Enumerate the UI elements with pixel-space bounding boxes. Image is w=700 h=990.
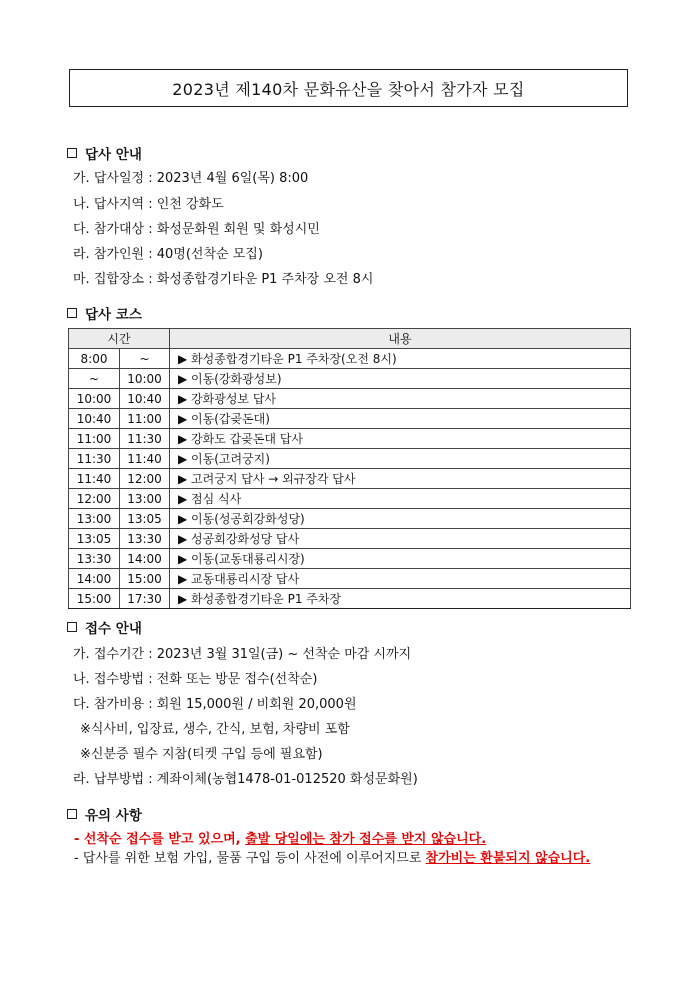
start-time: ~ [69,369,120,389]
section-heading-course [67,303,142,323]
info-value: 계좌이체(농협1478-01-012520 화성문화원) [156,772,418,787]
end-time: 13:30 [120,529,170,549]
row-content: ▶ 점심 식사 [170,489,631,509]
table-row [69,429,631,449]
table-row [69,449,631,469]
info-label: 가. 답사일정 [73,171,145,186]
start-time: 8:00 [69,349,120,369]
square-bullet-icon [67,148,77,158]
end-time: 10:40 [120,389,170,409]
row-content: ▶ 이동(갑곶돈대) [170,409,631,429]
info-row-payment: 라. 납부방법 : 계좌이체(농협1478-01-012520 화성문화원) [73,768,418,787]
table-row [69,509,631,529]
section-heading-registration [67,617,142,637]
table-row [69,469,631,489]
info-label: 다. 참가대상 [73,222,145,237]
info-value: 2023년 3월 31일(금) ~ 선착순 마감 시까지 [156,647,412,662]
end-time: 17:30 [120,589,170,609]
start-time: 13:00 [69,509,120,529]
start-time: 10:00 [69,389,120,409]
row-content: ▶ 교동대룡리시장 답사 [170,569,631,589]
end-time: 11:00 [120,409,170,429]
table-row [69,529,631,549]
column-header-content: 내용 [170,329,631,349]
info-label: 가. 접수기간 [73,647,145,662]
caution-text: - 답사를 위한 보험 가입, 물품 구입 등이 사전에 이루어지므로 [74,851,426,866]
info-label: 라. 참가인원 [73,247,145,262]
row-content: ▶ 이동(성공회강화성당) [170,509,631,529]
info-value: 인천 강화도 [156,197,224,212]
square-bullet-icon [67,308,77,318]
table-row [69,549,631,569]
table-row [69,409,631,429]
info-row-method: 나. 접수방법 : 전화 또는 방문 접수(선착순) [73,668,317,687]
caution-emphasis: 참가비는 환불되지 않습니다. [425,851,591,866]
table-row [69,489,631,509]
start-time: 13:30 [69,549,120,569]
end-time: ~ [120,349,170,369]
caution-line-2 [74,847,590,866]
fee-note-included: ※식사비, 입장료, 생수, 간식, 보험, 차량비 포함 [80,722,350,737]
info-row-region: 나. 답사지역 : 인천 강화도 [73,193,224,212]
info-row-fee: 다. 참가비용 : 회원 15,000원 / 비회원 20,000원 [73,693,357,712]
row-content: ▶ 화성종합경기타운 P1 주차장 [170,589,631,609]
course-table [68,328,631,609]
table-row [69,369,631,389]
end-time: 10:00 [120,369,170,389]
row-content: ▶ 화성종합경기타운 P1 주차장(오전 8시) [170,349,631,369]
start-time: 13:05 [69,529,120,549]
end-time: 13:00 [120,489,170,509]
end-time: 14:00 [120,549,170,569]
end-time: 15:00 [120,569,170,589]
info-value: 전화 또는 방문 접수(선착순) [156,672,318,687]
info-value: 화성종합경기타운 P1 주차장 오전 8시 [156,272,374,287]
info-row-target: 다. 참가대상 : 화성문화원 회원 및 화성시민 [73,218,320,237]
table-row [69,389,631,409]
table-header-row [69,329,631,349]
table-row [69,569,631,589]
row-content: ▶ 이동(강화광성보) [170,369,631,389]
caution-text: - 선착순 접수를 받고 있으며, [74,832,246,847]
table-row [69,589,631,609]
info-row-meeting-place: 마. 집합장소 : 화성종합경기타운 P1 주차장 오전 8시 [73,268,373,287]
start-time: 11:40 [69,469,120,489]
info-label: 마. 집합장소 [73,272,145,287]
section-heading-label: 유의 사항 [85,808,142,824]
column-header-time: 시간 [69,329,170,349]
row-content: ▶ 이동(교동대룡리시장) [170,549,631,569]
section-heading-label: 답사 안내 [85,147,142,163]
table-row [69,349,631,369]
end-time: 11:30 [120,429,170,449]
info-value: 2023년 4월 6일(목) 8:00 [156,171,309,186]
row-content: ▶ 이동(고려궁지) [170,449,631,469]
square-bullet-icon [67,809,77,819]
page-title: 2023년 제140차 문화유산을 찾아서 참가자 모집 [69,69,628,107]
info-label: 나. 접수방법 [73,672,145,687]
start-time: 10:40 [69,409,120,429]
caution-emphasis: 출발 당일에는 참가 접수를 받지 않습니다. [245,832,487,847]
info-value: 40명(선착순 모집) [156,247,263,262]
info-label: 나. 답사지역 [73,197,145,212]
end-time: 12:00 [120,469,170,489]
start-time: 11:30 [69,449,120,469]
info-row-period: 가. 접수기간 : 2023년 3월 31일(금) ~ 선착순 마감 시까지 [73,643,411,662]
row-content: ▶ 강화광성보 답사 [170,389,631,409]
fee-note-id-required: ※신분증 필수 지참(티켓 구입 등에 필요함) [80,747,323,762]
square-bullet-icon [67,622,77,632]
info-row-capacity: 라. 참가인원 : 40명(선착순 모집) [73,243,263,262]
info-value: 화성문화원 회원 및 화성시민 [156,222,320,237]
info-label: 다. 참가비용 [73,697,145,712]
info-label: 라. 납부방법 [73,772,145,787]
row-content: ▶ 고려궁지 답사 → 외규장각 답사 [170,469,631,489]
end-time: 11:40 [120,449,170,469]
section-heading-label: 접수 안내 [85,621,142,637]
info-value: 회원 15,000원 / 비회원 20,000원 [156,697,357,712]
section-heading-tour-info [67,143,142,163]
row-content: ▶ 성공회강화성당 답사 [170,529,631,549]
end-time: 13:05 [120,509,170,529]
section-heading-cautions [67,804,142,824]
info-row-schedule: 가. 답사일정 : 2023년 4월 6일(목) 8:00 [73,167,308,186]
caution-line-1 [74,828,486,847]
start-time: 14:00 [69,569,120,589]
section-heading-label: 답사 코스 [85,307,142,323]
start-time: 15:00 [69,589,120,609]
row-content: ▶ 강화도 갑곶돈대 답사 [170,429,631,449]
start-time: 12:00 [69,489,120,509]
start-time: 11:00 [69,429,120,449]
